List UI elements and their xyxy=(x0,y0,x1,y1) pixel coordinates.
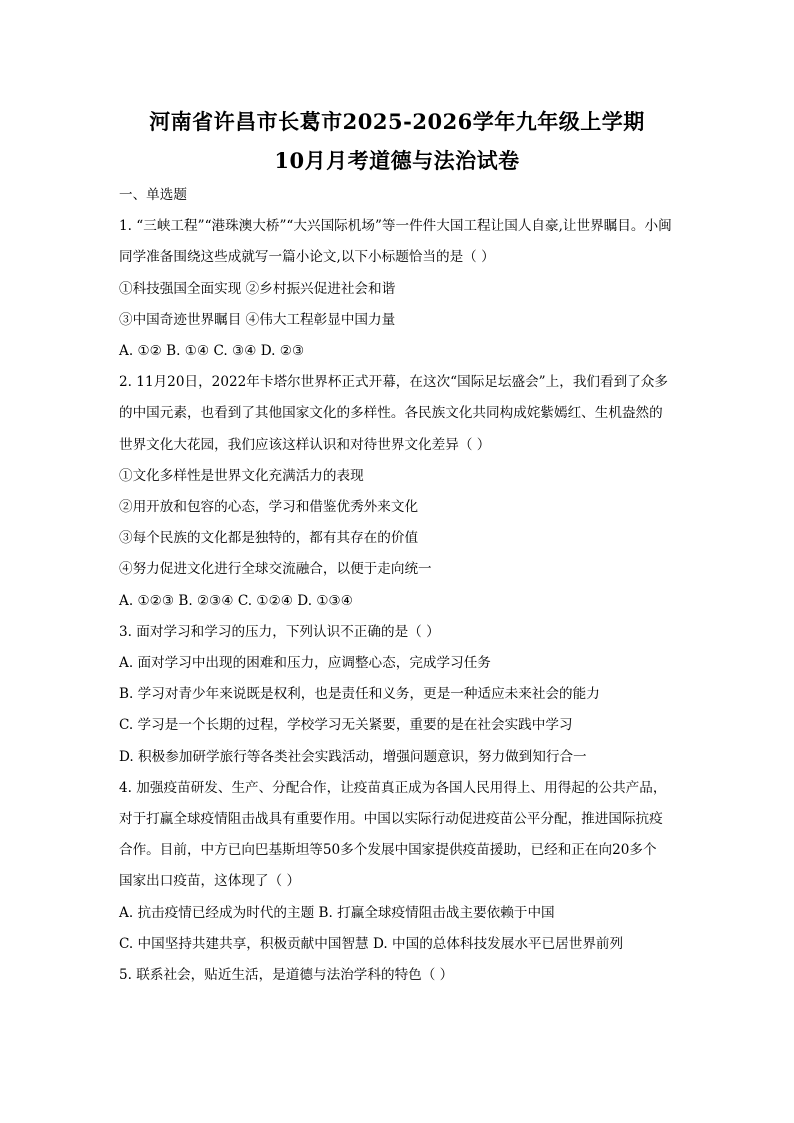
options-line: A. ①② B. ①④ C. ③④ D. ②③ xyxy=(119,343,305,359)
question-text-line: 对于打赢全球疫情阻击战具有重要作用。中国以实际行动促进疫苗公平分配，推进国际抗疫 xyxy=(119,811,663,827)
options-line: C. 中国坚持共建共享，积极贡献中国智慧 D. 中国的总体科技发展水平已居世界前列 xyxy=(119,936,624,952)
statement-line: ②用开放和包容的心态，学习和借鉴优秀外来文化 xyxy=(119,499,419,515)
question-text-line: 1. “三峡工程”“港珠澳大桥”“大兴国际机场”等一件件大国工程让国人自豪,让世界瞩目。小闽 xyxy=(119,218,672,234)
exam-title-line1: 河南省许昌市长葛市2025-2026学年九年级上学期 xyxy=(149,109,645,134)
option-line: B. 学习对青少年来说既是权利，也是责任和义务，更是一种适应未来社会的能力 xyxy=(119,686,600,702)
statement-line: ①科技强国全面实现 ②乡村振兴促进社会和谐 xyxy=(119,281,396,297)
question-text-line: 合作。目前，中方已向巴基斯坦等50多个发展中国家提供疫苗援助，已经和正在向20多个 xyxy=(119,842,657,858)
question-text-line: 5. 联系社会，贴近生活，是道德与法治学科的特色（ ） xyxy=(119,967,454,983)
section-heading: 一、单选题 xyxy=(119,187,187,203)
options-line: A. 抗击疫情已经成为时代的主题 B. 打赢全球疫情阻击战主要依赖于中国 xyxy=(119,905,555,921)
question-text-line: 同学准备围绕这些成就写一篇小论文,以下小标题恰当的是（ ） xyxy=(119,249,495,265)
statement-line: ③中国奇迹世界瞩目 ④伟大工程彰显中国力量 xyxy=(119,312,396,328)
question-text-line: 3. 面对学习和学习的压力，下列认识不正确的是（ ） xyxy=(119,624,440,640)
statement-line: ④努力促进文化进行全球交流融合，以便于走向统一 xyxy=(119,561,432,577)
option-line: C. 学习是一个长期的过程，学校学习无关紧要，重要的是在社会实践中学习 xyxy=(119,717,573,733)
statement-line: ①文化多样性是世界文化充满活力的表现 xyxy=(119,468,364,484)
exam-title-line2: 10月月考道德与法治试卷 xyxy=(274,148,520,173)
question-text-line: 世界文化大花园，我们应该这样认识和对待世界文化差异（ ） xyxy=(119,437,491,453)
question-text-line: 4. 加强疫苗研发、生产、分配合作，让疫苗真正成为各国人民用得上、用得起的公共产品， xyxy=(119,780,667,796)
option-line: D. 积极参加研学旅行等各类社会实践活动，增强问题意识，努力做到知行合一 xyxy=(119,749,587,765)
option-line: A. 面对学习中出现的困难和压力，应调整心态，完成学习任务 xyxy=(119,655,491,671)
question-text-line: 国家出口疫苗，这体现了（ ） xyxy=(119,873,301,889)
question-text-line: 2. 11月20日，2022年卡塔尔世界杯正式开幕，在这次“国际足坛盛会”上，我们看到了众多 xyxy=(119,374,668,390)
options-line: A. ①②③ B. ②③④ C. ①②④ D. ①③④ xyxy=(119,593,353,609)
statement-line: ③每个民族的文化都是独特的，都有其存在的价值 xyxy=(119,530,419,546)
question-text-line: 的中国元素，也看到了其他国家文化的多样性。各民族文化共同构成姹紫嫣红、生机盎然的 xyxy=(119,405,663,421)
